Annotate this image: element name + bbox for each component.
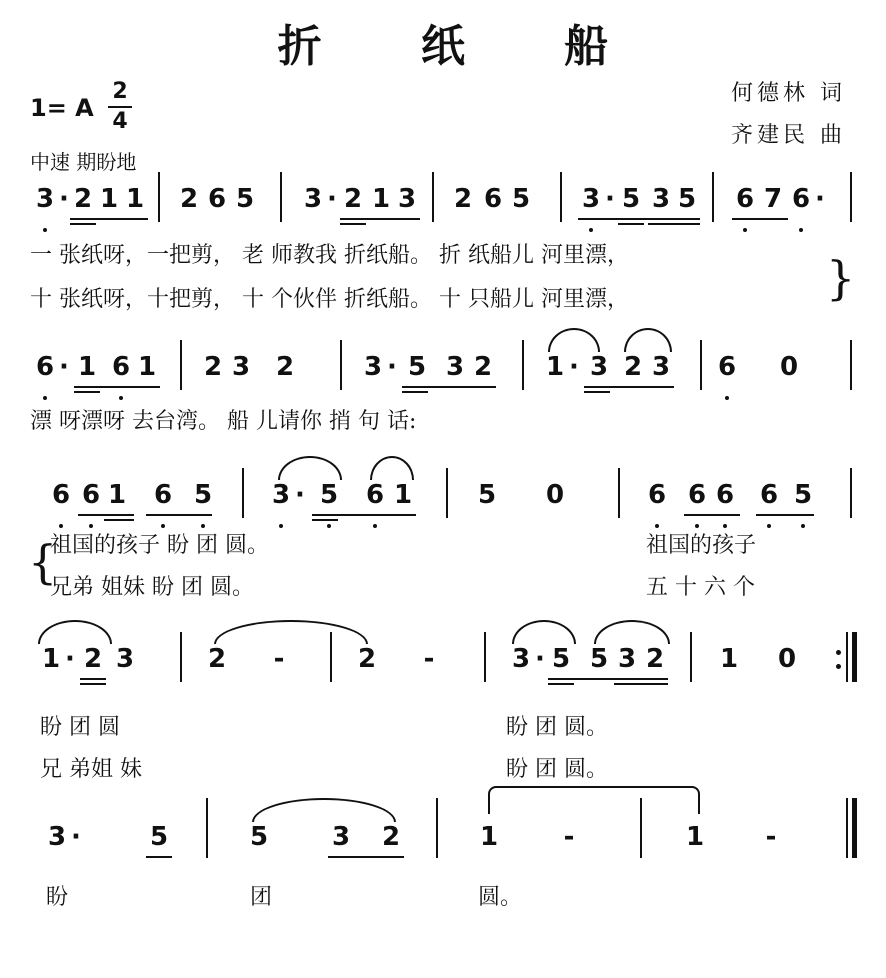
- lyricist-credit: 何德林 词: [731, 81, 846, 106]
- note-symbol: 6: [735, 184, 755, 214]
- lyric-text: 五 十 六 个: [646, 575, 755, 600]
- lyric-text: 圆。: [478, 885, 523, 910]
- note-symbol: 6: [759, 480, 779, 510]
- lyric-line: [0, 714, 886, 746]
- note-symbol: 6: [791, 184, 811, 214]
- note-symbol: -: [563, 822, 575, 852]
- note-symbol: 3: [445, 352, 465, 382]
- note-symbol: 2: [73, 184, 93, 214]
- note-symbol: 3: [589, 352, 609, 382]
- note-symbol: 5: [193, 480, 213, 510]
- note-symbol: 6: [715, 480, 735, 510]
- note-symbol: 5: [249, 822, 269, 852]
- note-symbol: 2: [207, 644, 227, 674]
- note-symbol: 3: [303, 184, 323, 214]
- tempo-marking: 中速 期盼地: [30, 150, 137, 174]
- notation-system-1: [0, 184, 886, 244]
- notation-system-5: [0, 822, 886, 882]
- lyric-text: 祖国的孩子 盼 团 圆。: [50, 533, 269, 558]
- note-symbol: 5: [235, 184, 255, 214]
- lyric-line: [0, 242, 886, 274]
- lyric-line: [0, 286, 886, 318]
- lyric-text: 盼 团 圆。: [506, 757, 608, 782]
- lyric-text: 一 张纸呀，一把剪， 老 师教我 折纸船。 折 纸船儿 河里漂，: [30, 243, 629, 268]
- note-symbol: 6: [365, 480, 385, 510]
- key-signature: 1= A: [30, 94, 94, 122]
- lyric-text: 漂 呀漂呀 去台湾。 船 儿请你 捎 句 话:: [30, 409, 417, 434]
- notation-system-2: [0, 352, 886, 412]
- note-symbol: 2: [381, 822, 401, 852]
- note-symbol: -: [423, 644, 435, 674]
- note-symbol: 2: [179, 184, 199, 214]
- lyric-line: [0, 532, 886, 564]
- dot-symbol: ·: [327, 184, 337, 214]
- composer-credit: 齐建民 曲: [731, 123, 846, 148]
- lyric-text: 盼 团 圆: [40, 715, 120, 740]
- time-signature-top: 2: [112, 79, 128, 104]
- note-symbol: 7: [763, 184, 783, 214]
- note-symbol: 1: [107, 480, 127, 510]
- note-symbol: 3: [35, 184, 55, 214]
- lyric-line: [0, 408, 886, 440]
- dot-symbol: ·: [815, 184, 825, 214]
- note-symbol: 5: [621, 184, 641, 214]
- song-title: 折 纸 船: [277, 21, 651, 72]
- lyric-text: 团: [250, 885, 273, 910]
- note-symbol: 2: [453, 184, 473, 214]
- time-signature: [108, 80, 132, 134]
- note-symbol: 5: [677, 184, 697, 214]
- note-symbol: 3: [231, 352, 251, 382]
- note-symbol: 1: [685, 822, 705, 852]
- note-symbol: 3: [331, 822, 351, 852]
- note-symbol: 5: [793, 480, 813, 510]
- note-symbol: 6: [647, 480, 667, 510]
- lyric-text: 十 张纸呀，十把剪， 十 个伙伴 折纸船。 十 只船儿 河里漂，: [30, 287, 629, 312]
- note-symbol: 6: [483, 184, 503, 214]
- note-symbol: 6: [717, 352, 737, 382]
- note-symbol: 3: [651, 352, 671, 382]
- note-symbol: 3: [581, 184, 601, 214]
- dot-symbol: ·: [605, 184, 615, 214]
- note-symbol: 1: [41, 644, 61, 674]
- note-symbol: 6: [81, 480, 101, 510]
- note-symbol: 6: [687, 480, 707, 510]
- note-symbol: 1: [393, 480, 413, 510]
- note-symbol: 1: [137, 352, 157, 382]
- note-symbol: 5: [149, 822, 169, 852]
- note-symbol: 3: [115, 644, 135, 674]
- note-symbol: 6: [207, 184, 227, 214]
- note-symbol: 1: [719, 644, 739, 674]
- note-symbol: 2: [473, 352, 493, 382]
- time-signature-bar: [108, 106, 132, 108]
- note-symbol: 0: [545, 480, 565, 510]
- lyric-text: 盼 团 圆。: [506, 715, 608, 740]
- note-symbol: 6: [153, 480, 173, 510]
- note-symbol: 1: [545, 352, 565, 382]
- note-symbol: 1: [371, 184, 391, 214]
- note-symbol: 5: [319, 480, 339, 510]
- note-symbol: 1: [125, 184, 145, 214]
- time-signature-bottom: 4: [112, 109, 128, 134]
- dot-symbol: ·: [59, 184, 69, 214]
- note-symbol: -: [273, 644, 285, 674]
- note-symbol: 2: [343, 184, 363, 214]
- note-symbol: 5: [551, 644, 571, 674]
- notation-system-3: [0, 480, 886, 540]
- note-symbol: 3: [511, 644, 531, 674]
- note-symbol: 3: [651, 184, 671, 214]
- dot-symbol: ·: [65, 644, 75, 674]
- note-symbol: 1: [77, 352, 97, 382]
- note-symbol: 5: [477, 480, 497, 510]
- dot-symbol: ·: [569, 352, 579, 382]
- dot-symbol: ·: [71, 822, 81, 852]
- note-symbol: -: [765, 822, 777, 852]
- note-symbol: 2: [357, 644, 377, 674]
- note-symbol: 0: [779, 352, 799, 382]
- note-symbol: 0: [777, 644, 797, 674]
- note-symbol: 3: [271, 480, 291, 510]
- note-symbol: 6: [51, 480, 71, 510]
- lyric-text: 兄 弟姐 妹: [40, 757, 142, 782]
- note-symbol: 2: [275, 352, 295, 382]
- lyric-text: 祖国的孩子: [646, 533, 757, 558]
- notation-system-4: [0, 644, 886, 704]
- lyric-text: 盼: [46, 885, 69, 910]
- note-symbol: 5: [407, 352, 427, 382]
- note-symbol: 3: [397, 184, 417, 214]
- note-symbol: 2: [203, 352, 223, 382]
- dot-symbol: ·: [59, 352, 69, 382]
- note-symbol: 2: [623, 352, 643, 382]
- note-symbol: 6: [111, 352, 131, 382]
- note-symbol: 3: [47, 822, 67, 852]
- dot-symbol: ·: [295, 480, 305, 510]
- note-symbol: 6: [35, 352, 55, 382]
- lyric-text: 兄弟 姐妹 盼 团 圆。: [50, 575, 254, 600]
- lyric-line: [0, 574, 886, 606]
- lyric-line: [0, 884, 886, 916]
- note-symbol: 1: [479, 822, 499, 852]
- note-symbol: 3: [363, 352, 383, 382]
- note-symbol: 2: [645, 644, 665, 674]
- note-symbol: 3: [617, 644, 637, 674]
- note-symbol: 5: [589, 644, 609, 674]
- dot-symbol: ·: [387, 352, 397, 382]
- note-symbol: 2: [83, 644, 103, 674]
- dot-symbol: ·: [535, 644, 545, 674]
- note-symbol: 5: [511, 184, 531, 214]
- lyric-line: [0, 756, 886, 788]
- note-symbol: 1: [99, 184, 119, 214]
